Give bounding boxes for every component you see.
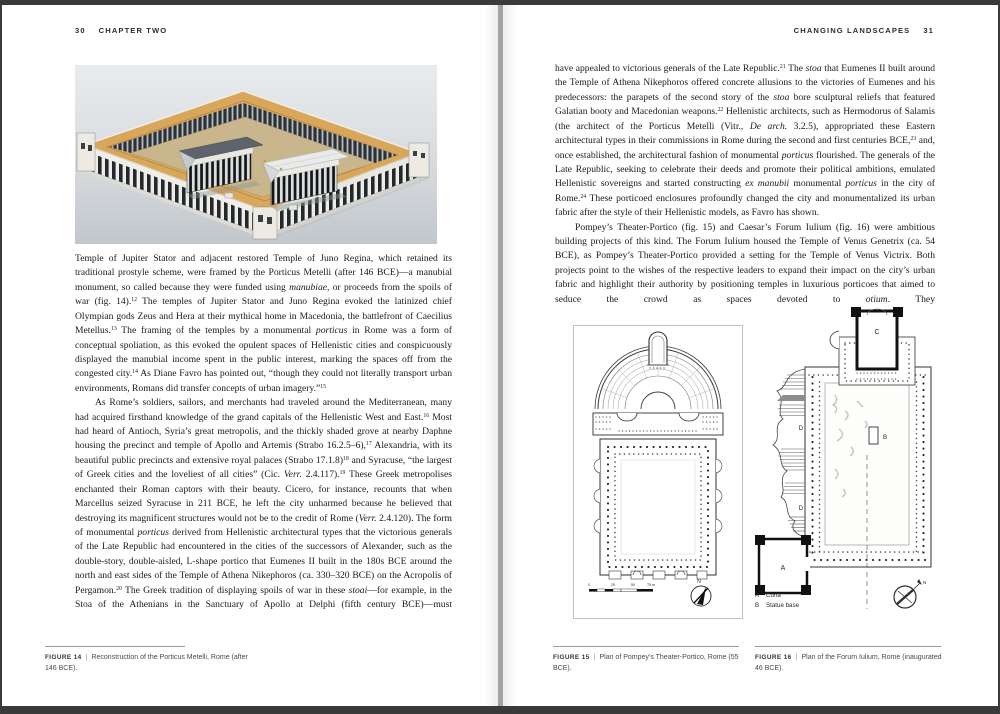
caption-label: FIGURE 14 bbox=[45, 654, 82, 661]
label-b: B bbox=[883, 434, 888, 441]
altar bbox=[225, 193, 233, 198]
curia-a bbox=[755, 535, 811, 595]
forum-iulium-plan bbox=[753, 303, 941, 615]
stage-building bbox=[593, 413, 723, 435]
figure-14-reconstruction bbox=[75, 65, 437, 244]
legend-name: Statue base bbox=[766, 602, 800, 609]
paragraph: have appealed to victorious generals of the Late Republic.$^{21}$ The stoa that Eumenes II built around the Temple of Athena Nikephoros offered concrete allusions to the victories of Eumenes and his predecessors: the parapets of the second story of the stoa bore sculptural reliefs that featured Galatian booty and Macedonian weapons.$^{22}$ Hellenistic architects, such as Hermodorus of Salamis (the architect of the Porticus Metelli (Vitr., De arch. 3.2.5), appropriated these Eastern architectural types in their commissions in Rome during the second and first centuries BCE,$^{23}$ and, once established, the architectural fashion of monumental porticus flourished. The generals of the Late Republic, seeking to celebrate their deeds and promote their political ambitions, emulated Hellenistic sovereigns and started constructing ex manubii monumental porticus in the city of Rome.$^{24}$ These porticoed enclosures profoundly changed the city and monumentalized its urban fabric after the style of their Hellenistic models, as Favro has shown. bbox=[555, 63, 936, 219]
corner-pavilion bbox=[77, 133, 95, 171]
label-d: D bbox=[798, 505, 803, 512]
page-right bbox=[503, 5, 998, 706]
caption-rule bbox=[553, 646, 739, 647]
portico-courtyard bbox=[594, 439, 722, 579]
scale-tick: 0 bbox=[588, 583, 590, 587]
legend-name: Curia bbox=[766, 592, 781, 599]
caption-rule bbox=[755, 646, 941, 647]
book-spread bbox=[2, 5, 998, 706]
temple-c-venus-genetrix bbox=[830, 307, 915, 385]
label-a: A bbox=[780, 565, 786, 572]
paragraph: Pompey’s Theater-Portico (fig. 15) and Caesar’s Forum Iulium (fig. 16) were ambitious building projects of this kind. The Forum Iulium housed the Temple of Venus Genetrix (ca. 54 BCE), as Pompey’s Theater-Portico provided a setting for the Temple of Venus Victrix. Both projects point to the wishes of the respective leaders to expand their impact on the city’s urban fabric and highlight their authority by positioning temples in luxurious porticoes that aimed to seduce the crowd as spaces devoted to otium. They bbox=[555, 221, 935, 305]
page-left bbox=[2, 5, 498, 706]
figure-15-plan bbox=[573, 325, 743, 619]
page-number-left: 30 bbox=[75, 26, 86, 35]
caption-separator: | bbox=[593, 654, 596, 661]
corner-pavilion bbox=[253, 207, 277, 239]
label-d: D bbox=[798, 425, 803, 432]
north-compass-icon bbox=[894, 579, 926, 608]
scale-tick: 50 bbox=[631, 583, 635, 587]
page-number-right: 31 bbox=[923, 26, 934, 35]
figure-16-plan bbox=[753, 303, 941, 615]
body-text-left bbox=[75, 252, 452, 613]
scale-tick: 25 bbox=[611, 583, 615, 587]
running-head-right bbox=[794, 26, 934, 35]
compass-north-label: N bbox=[697, 579, 701, 585]
figure-15-caption bbox=[553, 646, 748, 674]
figure-16-caption bbox=[755, 646, 950, 674]
caption-separator: | bbox=[795, 654, 798, 661]
paragraph: As Rome’s soldiers, sailors, and merchants had traveled around the Mediterranean, many had acquired firsthand knowledge of the grand capitals of the Hellenistic West and East.$^{16}$ Most had heard of Antioch, Syria’s great metropolis, and the thickly shaded grove at nearby Daphne housing the precinct and temple of Apollo and Artemis (Strabo 16.2.5–6),$^{17}$ Alexandria, with its beautiful public precincts and extensive royal palaces (Strabo 17.1.8)$^{18}$ and Syracuse, “the largest of Greek cities and the loveliest of all cities” (Cic. Verr. 2.4.117).$^{19}$ These Greek metropolises enchanted their Roman captors with their beauty. Cicero, for instance, recounts that when Marcellus seized Syracuse in 211 BCE, he left the city unharmed because he believed that destroying its magnificent structures would not be to the credit of Rome (Verr. 2.4.120). The form of monumental porticus derived from Hellenistic architectural types that the victorious generals of the Late Republic had encountered in the cities of the successors of Alexander, such as the double-story, double-aisled, L-shape portico that Eumenes II built in the 180s BCE around the north and east sides of the Temple of Athena Nikephoros (ca. 330–320 BCE) on the Acropolis of Pergamon.$^{20}$ The Greek tradition of displaying spoils of war in these stoai—for example, in the Stoa of the Athenians in the Sanctuary of Apollo at Delphi (fifth century BCE)—must bbox=[75, 397, 453, 611]
corner-pavilion bbox=[409, 143, 429, 177]
body-text-right bbox=[555, 62, 935, 307]
legend-key: B bbox=[755, 602, 760, 609]
paragraph: Temple of Jupiter Stator and adjacent restored Temple of Juno Regina, which retained its traditional prostyle scheme, were framed by the Porticus Metelli (after 146 BCE)—a manubial monument, so called because they were funded using manubiae, or proceeds from the spoils of war (fig. 14).$^{12}$ The temples of Jupiter Stator and Juno Regina evoked the latinized chief Olympian gods Zeus and Hera at their mythical home in Macedonia, the battlefront of Caecilius Metellus.$^{13}$ The framing of the temples by a monumental porticus in Rome was a form of conceptual spoliation, as this evoked the opulent spaces of Hellenistic cities and conspicuously displayed the manubial income spent in the public interest, marking the spaces off from the congested city.$^{14}$ As Diane Favro has pointed out, “though they could not literally transport urban environments, Romans did transfer concepts of urban imagery.”$^{15}$ bbox=[75, 253, 453, 394]
caption-rule bbox=[45, 646, 185, 647]
chapter-title: CHANGING LANDSCAPES bbox=[793, 26, 911, 35]
altar bbox=[289, 205, 297, 210]
caption-label: FIGURE 16 bbox=[755, 654, 792, 661]
caption-label: FIGURE 15 bbox=[553, 654, 590, 661]
scale-tick: 75 m bbox=[647, 583, 655, 587]
caption-text: Reconstruction of the Porticus Metelli, Rome (after 146 BCE). bbox=[45, 654, 248, 672]
pompey-theater-plan bbox=[573, 325, 743, 619]
compass-north-label: N bbox=[923, 580, 927, 585]
figure-14-caption bbox=[45, 646, 250, 674]
chapter-title: CHAPTER TWO bbox=[98, 26, 168, 35]
caption-separator: | bbox=[85, 654, 88, 661]
venus-victrix-shrine bbox=[647, 332, 669, 368]
legend-key: A bbox=[755, 592, 760, 599]
statue-base-b bbox=[869, 427, 878, 444]
caption-text: Plan of Pompey’s Theater-Portico, Rome (55 BCE). bbox=[553, 654, 739, 672]
caption-text: Plan of the Forum Iulium, Rome (inaugurated 46 BCE). bbox=[755, 654, 942, 672]
running-head-left bbox=[75, 26, 167, 35]
porticus-metelli-rendering bbox=[75, 65, 437, 244]
label-c: C bbox=[874, 329, 880, 336]
